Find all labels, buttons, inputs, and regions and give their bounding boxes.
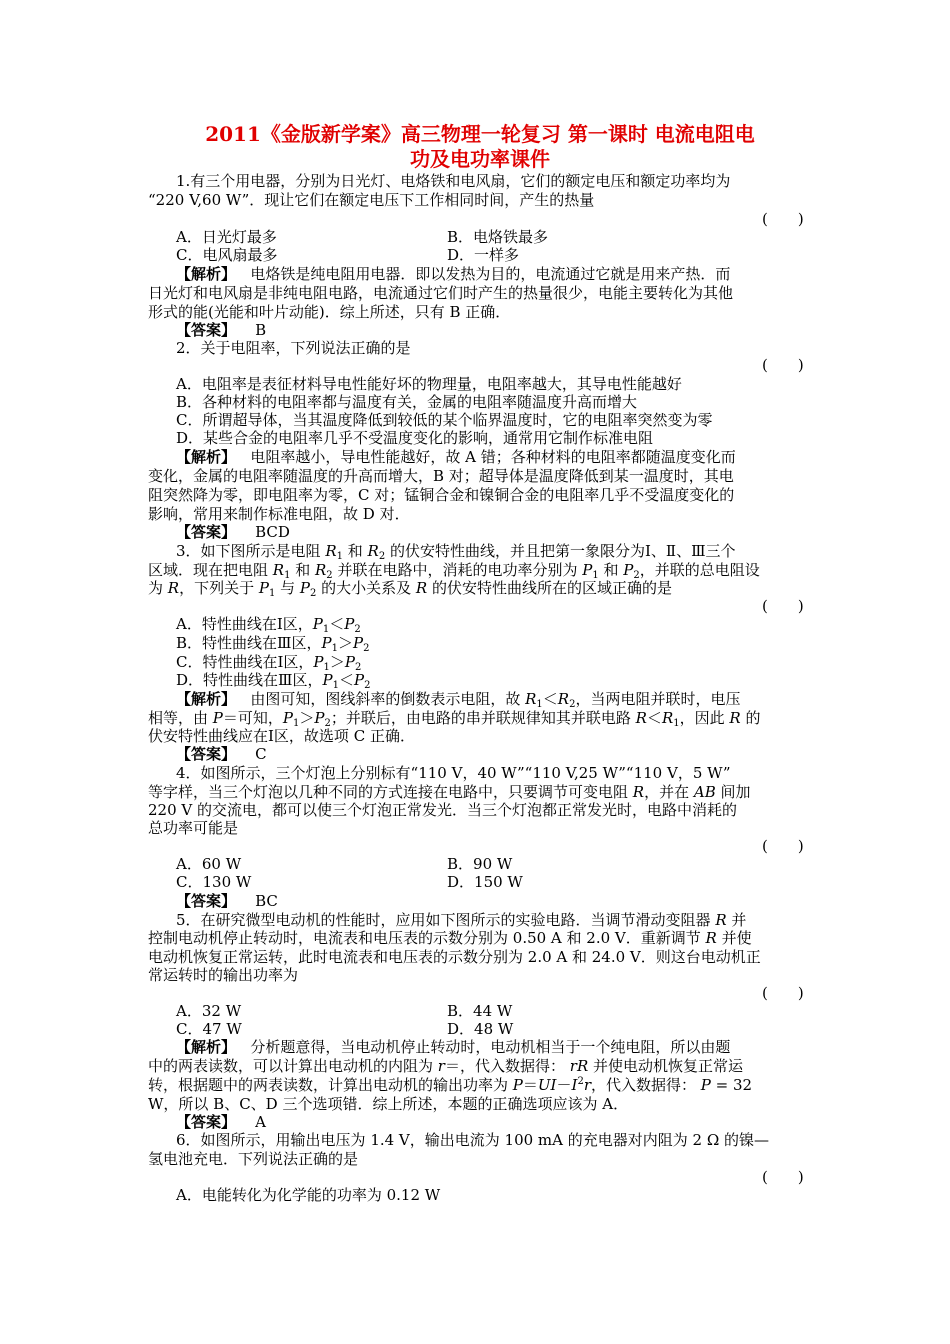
q4-stem-5: 总功率可能是 xyxy=(148,819,239,837)
q5-option-c: C．47 W xyxy=(176,1020,242,1038)
q2-analysis-1: 【解析】 电阻率越小，导电性能越好，故 A 错；各种材料的电阻率都随温度变化而 xyxy=(176,448,736,466)
q3-option-a: A．特性曲线在Ⅰ区，$P_1<P_2$ xyxy=(176,615,361,635)
q4-stem-1: 4．如图所示，三个灯泡上分别标有“110 V，40 W”“110 V,25 W”“110 V，5 W” xyxy=(176,764,731,782)
page-title xyxy=(150,122,810,172)
q4-option-b: B．90 W xyxy=(447,855,513,873)
q1-option-c: C．电风扇最多 xyxy=(176,246,278,264)
q1-analysis-1: 【解析】 电烙铁是纯电阻用电器．即以发热为目的，电流通过它就是用来产热．而 xyxy=(176,265,731,283)
q2-stem: 2．关于电阻率，下列说法正确的是 xyxy=(176,339,411,357)
q3-stem-1: 3．如下图所示是电阻 $R_1$ 和 $R_2$ 的伏安特性曲线，并且把第一象限分为Ⅰ、Ⅱ、Ⅲ三个 xyxy=(176,542,736,562)
q1-answer: 【答案】 B xyxy=(176,321,267,339)
q4-option-a: A．60 W xyxy=(176,855,242,873)
q3-option-b: B．特性曲线在Ⅲ区，$P_1>P_2$ xyxy=(176,634,370,654)
q6-option-a: A．电能转化为化学能的功率为 0.12 W xyxy=(176,1186,441,1204)
q4-answer-blank: ( ) xyxy=(762,837,804,855)
q3-answer: 【答案】 C xyxy=(176,745,267,763)
q4-option-c: C．130 W xyxy=(176,873,252,891)
q2-option-a: A．电阻率是表征材料导电性能好坏的物理量，电阻率越大，其导电性能越好 xyxy=(176,375,682,393)
q5-stem-2: 控制电动机停止转动时，电流表和电压表的示数分别为 0.50 A 和 2.0 V．重新调节 R 并使 xyxy=(148,929,752,947)
q3-analysis-2: 相等，由 P＝可知，$P_1>P_2$；并联后，由电路的串并联规律知其并联电路 $R<R_1$，因此 R 的 xyxy=(148,709,761,729)
q5-option-b: B．44 W xyxy=(447,1002,513,1020)
q4-stem-4: 220 V 的交流电，都可以使三个灯泡正常发光．当三个灯泡都正常发光时，电路中消耗的 xyxy=(148,801,738,819)
q2-answer: 【答案】 BCD xyxy=(176,523,290,541)
q5-analysis-2: 中的两表读数，可以计算出电动机的内阻为 r＝，代入数据得： rR 并使电动机恢复正常运 xyxy=(148,1057,744,1075)
q2-analysis-2: 变化，金属的电阻率随温度的升高而增大，B 对；超导体是温度降低到某一温度时，其电 xyxy=(148,467,734,485)
q4-option-d: D．150 W xyxy=(447,873,523,891)
q5-answer: 【答案】 A xyxy=(176,1113,266,1131)
q3-analysis-1: 【解析】 由图可知，图线斜率的倒数表示电阻，故 $R_1<R_2$，当两电阻并联时，电压 xyxy=(176,690,741,710)
q1-option-d: D．一样多 xyxy=(447,246,520,264)
q1-stem-1: 1.有三个用电器，分别为日光灯、电烙铁和电风扇，它们的额定电压和额定功率均为 xyxy=(176,172,731,190)
title-line-2: 功及电功率课件 xyxy=(410,147,550,171)
q6-answer-blank: ( ) xyxy=(762,1168,804,1186)
q3-option-d: D．特性曲线在Ⅲ区，$P_1<P_2$ xyxy=(176,671,371,691)
q2-analysis-3: 阻突然降为零，即电阻率为零，C 对；锰铜合金和镍铜合金的电阻率几乎不受温度变化的 xyxy=(148,486,735,504)
q1-answer-blank: ( ) xyxy=(762,210,804,228)
q4-answer: 【答案】 BC xyxy=(176,892,278,910)
q2-option-b: B．各种材料的电阻率都与温度有关，金属的电阻率随温度升高而增大 xyxy=(176,393,638,411)
q6-stem-1: 6．如图所示，用输出电压为 1.4 V，输出电流为 100 mA 的充电器对内阻为 2 Ω 的镍— xyxy=(176,1131,770,1149)
q5-analysis-1: 【解析】 分析题意得，当电动机停止转动时，电动机相当于一个纯电阻，所以由题 xyxy=(176,1038,731,1056)
q5-stem-3: 电动机恢复正常运转，此时电流表和电压表的示数分别为 2.0 A 和 24.0 V．则这台电动机正 xyxy=(148,948,761,966)
q5-answer-blank: ( ) xyxy=(762,984,804,1002)
q5-option-a: A．32 W xyxy=(176,1002,242,1020)
q6-stem-2: 氢电池充电．下列说法正确的是 xyxy=(148,1150,359,1168)
q1-option-a: A．日光灯最多 xyxy=(176,228,277,246)
q5-analysis-3: 转，根据题中的两表读数，计算出电动机的输出功率为 $P=UI-I^2r$，代入数据得： P = 32 xyxy=(148,1076,753,1094)
q5-stem-4: 常运转时的输出功率为 xyxy=(148,966,299,984)
q1-option-b: B．电烙铁最多 xyxy=(447,228,549,246)
q3-analysis-3: 伏安特性曲线应在Ⅰ区，故选项 C 正确． xyxy=(148,727,415,745)
q2-analysis-4: 影响，常用来制作标准电阻，故 D 对． xyxy=(148,505,410,523)
q3-stem-3: 为 R，下列关于 $P_1$ 与 $P_2$ 的大小关系及 R 的伏安特性曲线所在的区域正确的是 xyxy=(148,579,672,599)
analysis-tag: 【解析】 xyxy=(176,265,237,283)
title-line-1: 2011《金版新学案》高三物理一轮复习 第一课时 电流电阻电 xyxy=(205,122,755,146)
q5-stem-1: 5．在研究微型电动机的性能时，应用如下图所示的实验电路．当调节滑动变阻器 R 并 xyxy=(176,911,747,929)
q2-option-c: C．所谓超导体，当其温度降低到较低的某个临界温度时，它的电阻率突然变为零 xyxy=(176,411,713,429)
q5-analysis-4: W，所以 B、C、D 三个选项错．综上所述，本题的正确选项应该为 A． xyxy=(148,1095,629,1113)
q3-stem-2: 区域．现在把电阻 $R_1$ 和 $R_2$ 并联在电路中，消耗的电功率分别为 $P_1$ 和 $P_2$，并联的总电阻设 xyxy=(148,561,760,581)
q5-option-d: D．48 W xyxy=(447,1020,514,1038)
q3-option-c: C．特性曲线在Ⅰ区，$P_1>P_2$ xyxy=(176,653,362,673)
q4-stem-2: 等字样，当三个灯泡以几种不同的方式连接在电路中，只要调节可变电阻 R，并在 AB 间加 xyxy=(148,783,751,801)
answer-tag: 【答案】 xyxy=(176,321,237,339)
q2-option-d: D．某些合金的电阻率几乎不受温度变化的影响，通常用它制作标准电阻 xyxy=(176,429,654,447)
q3-answer-blank: ( ) xyxy=(762,597,804,615)
q1-analysis-3: 形式的能(光能和叶片动能)．综上所述，只有 B 正确． xyxy=(148,303,511,321)
q1-analysis-2: 日光灯和电风扇是非纯电阻电路，电流通过它们时产生的热量很少，电能主要转化为其他 xyxy=(148,284,734,302)
q1-stem-2: “220 V,60 W”．现让它们在额定电压下工作相同时间，产生的热量 xyxy=(148,191,595,209)
q2-answer-blank: ( ) xyxy=(762,356,804,374)
